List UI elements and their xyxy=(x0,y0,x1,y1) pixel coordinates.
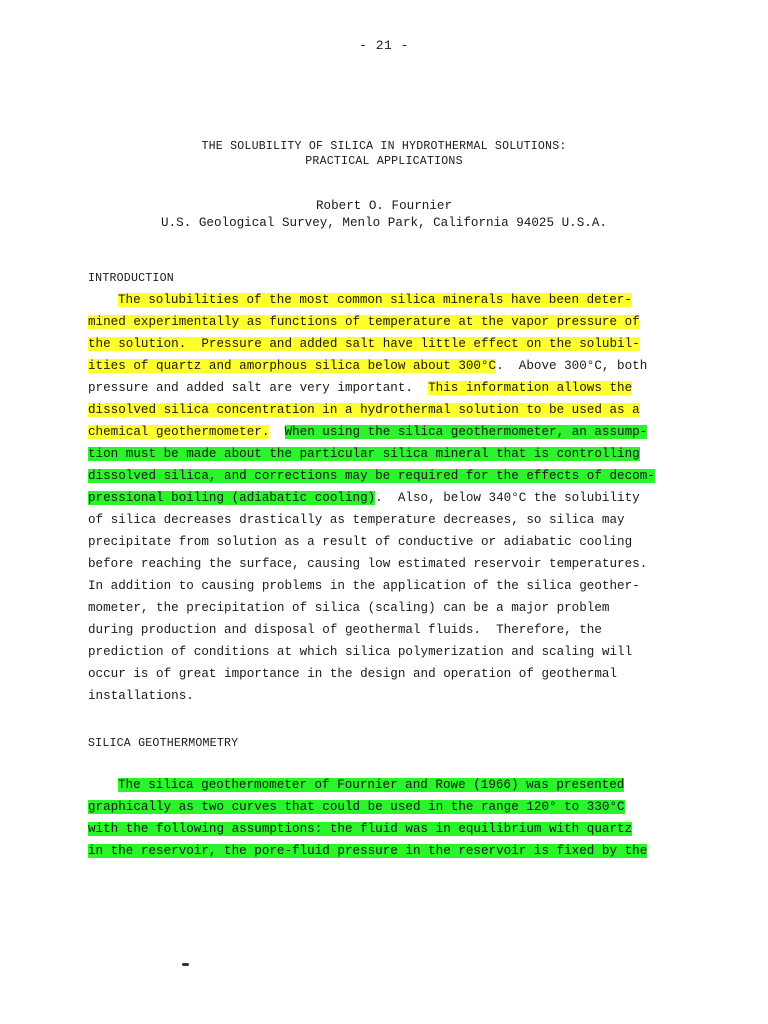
silica-geothermometry-heading: SILICA GEOTHERMOMETRY xyxy=(88,737,239,750)
page-number: - 21 - xyxy=(359,38,409,53)
plain-text: before reaching the surface, causing low estimated reservoir temperatures. xyxy=(88,557,648,571)
plain-text: . Above 300°C, both xyxy=(496,359,648,373)
document-title xyxy=(0,139,768,169)
silica-geothermometry-paragraph xyxy=(88,774,688,862)
yellow-highlighted-text: This information allows the xyxy=(428,381,633,395)
introduction-paragraph xyxy=(88,289,688,707)
text-line xyxy=(88,443,688,465)
author-name: Robert O. Fournier xyxy=(315,199,453,213)
text-line xyxy=(88,641,688,663)
plain-text: mometer, the precipitation of silica (scaling) can be a major problem xyxy=(88,601,610,615)
green-highlighted-text: When using the silica geothermometer, an assump- xyxy=(284,425,648,439)
title-line-1: THE SOLUBILITY OF SILICA IN HYDROTHERMAL SOLUTIONS: xyxy=(201,140,567,153)
yellow-highlighted-text: the solution. Pressure and added salt have little effect on the solubil- xyxy=(88,337,640,351)
green-highlighted-text: in the reservoir, the pore-fluid pressure in the reservoir is fixed by the xyxy=(88,844,648,858)
text-line xyxy=(88,377,688,399)
text-line xyxy=(88,531,688,553)
yellow-highlighted-text: The solubilities of the most common silica minerals have been deter- xyxy=(118,293,632,307)
author-affiliation: U.S. Geological Survey, Menlo Park, California 94025 U.S.A. xyxy=(161,216,607,230)
scan-speck xyxy=(182,963,189,966)
text-line xyxy=(88,487,688,509)
yellow-highlighted-text: ities of quartz and amorphous silica below about 300°C xyxy=(88,359,497,373)
text-line xyxy=(88,818,688,840)
plain-text: pressure and added salt are very important. xyxy=(88,381,429,395)
text-line xyxy=(88,311,688,333)
text-line xyxy=(88,399,688,421)
yellow-highlighted-text: dissolved silica concentration in a hydrothermal solution to be used as a xyxy=(88,403,640,417)
green-highlighted-text: dissolved silica, and corrections may be required for the effects of decom- xyxy=(88,469,655,483)
text-line xyxy=(88,796,688,818)
text-line xyxy=(88,774,688,796)
plain-text: prediction of conditions at which silica polymerization and scaling will xyxy=(88,645,633,659)
text-line xyxy=(88,289,688,311)
text-line xyxy=(88,619,688,641)
plain-text xyxy=(269,425,284,439)
text-line xyxy=(88,509,688,531)
title-line-2: PRACTICAL APPLICATIONS xyxy=(305,155,463,168)
text-line xyxy=(88,840,688,862)
green-highlighted-text: graphically as two curves that could be used in the range 120° to 330°C xyxy=(88,800,625,814)
text-line xyxy=(88,553,688,575)
text-line xyxy=(88,421,688,443)
plain-text: precipitate from solution as a result of conductive or adiabatic cooling xyxy=(88,535,633,549)
plain-text: of silica decreases drastically as temperature decreases, so silica may xyxy=(88,513,625,527)
green-highlighted-text: tion must be made about the particular silica mineral that is controlling xyxy=(88,447,640,461)
text-line xyxy=(88,333,688,355)
author-block xyxy=(0,198,768,232)
plain-text: . Also, below 340°C the solubility xyxy=(375,491,640,505)
plain-text: during production and disposal of geothermal fluids. Therefore, the xyxy=(88,623,602,637)
text-line xyxy=(88,575,688,597)
text-line xyxy=(88,465,688,487)
plain-text: In addition to causing problems in the application of the silica geother- xyxy=(88,579,640,593)
plain-text: occur is of great importance in the design and operation of geothermal xyxy=(88,667,618,681)
yellow-highlighted-text: chemical geothermometer. xyxy=(88,425,270,439)
text-line xyxy=(88,597,688,619)
yellow-highlighted-text: mined experimentally as functions of temperature at the vapor pressure of xyxy=(88,315,640,329)
text-line xyxy=(88,685,688,707)
introduction-heading: INTRODUCTION xyxy=(88,272,174,285)
green-highlighted-text: with the following assumptions: the fluid was in equilibrium with quartz xyxy=(88,822,633,836)
text-line xyxy=(88,663,688,685)
plain-text: installations. xyxy=(88,689,194,703)
text-line xyxy=(88,355,688,377)
green-highlighted-text: The silica geothermometer of Fournier and Rowe (1966) was presented xyxy=(118,778,625,792)
green-highlighted-text: pressional boiling (adiabatic cooling) xyxy=(88,491,376,505)
